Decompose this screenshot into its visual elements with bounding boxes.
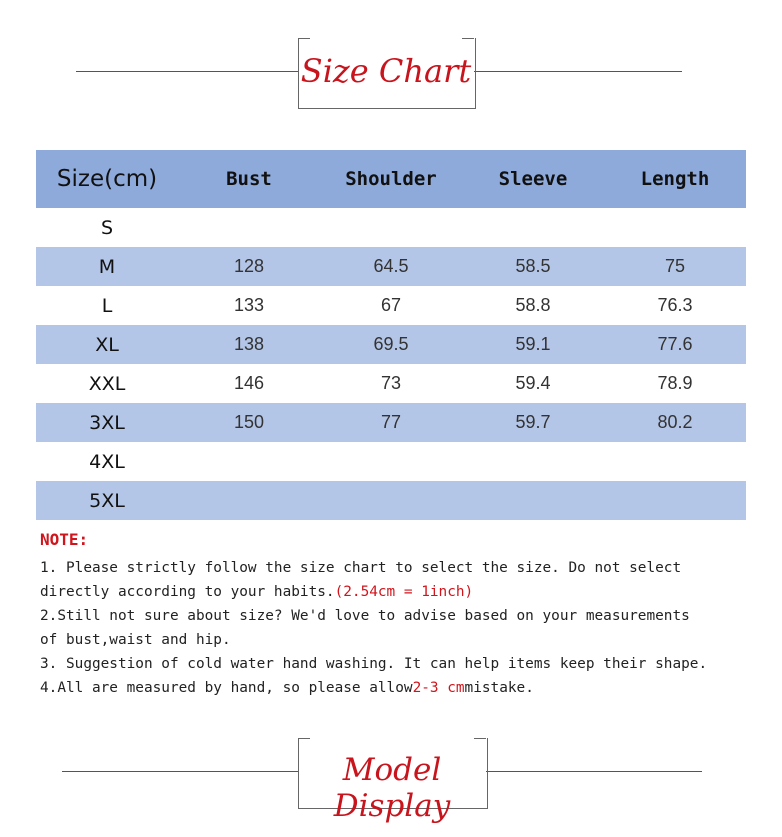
note-4 bbox=[40, 676, 760, 700]
column-header-size: Size(cm) bbox=[36, 150, 178, 208]
frame-tick-right bbox=[462, 38, 474, 39]
note-1-line-1: 1. Please strictly follow the size chart to select the size. Do not select bbox=[40, 560, 682, 576]
cell-bust bbox=[178, 208, 320, 247]
column-header-length: Length bbox=[604, 150, 746, 208]
frame-tick-right bbox=[474, 738, 486, 739]
table-header-row bbox=[36, 150, 746, 208]
cell-shoulder: 77 bbox=[320, 403, 462, 442]
size-chart-title: Size Chart bbox=[300, 52, 472, 90]
table-row bbox=[36, 325, 746, 364]
divider-line-left bbox=[62, 771, 298, 772]
size-chart-banner bbox=[0, 38, 782, 110]
cell-length: 75 bbox=[604, 247, 746, 286]
cell-sleeve: 59.4 bbox=[462, 364, 604, 403]
table-row bbox=[36, 403, 746, 442]
cell-shoulder: 64.5 bbox=[320, 247, 462, 286]
cell-bust: 133 bbox=[178, 286, 320, 325]
cell-bust bbox=[178, 442, 320, 481]
cell-length bbox=[604, 481, 746, 520]
cell-sleeve bbox=[462, 442, 604, 481]
cell-length: 76.3 bbox=[604, 286, 746, 325]
table-row bbox=[36, 286, 746, 325]
cell-shoulder bbox=[320, 481, 462, 520]
frame-tick-left bbox=[298, 38, 310, 39]
cell-bust: 128 bbox=[178, 247, 320, 286]
note-3: 3. Suggestion of cold water hand washing. It can help items keep their shape. bbox=[40, 656, 708, 672]
cell-shoulder: 73 bbox=[320, 364, 462, 403]
note-1-line-2 bbox=[40, 580, 760, 604]
cell-length: 80.2 bbox=[604, 403, 746, 442]
cell-size: XL bbox=[36, 325, 178, 364]
table-row bbox=[36, 247, 746, 286]
cell-shoulder: 69.5 bbox=[320, 325, 462, 364]
cell-size: M bbox=[36, 247, 178, 286]
cell-bust: 138 bbox=[178, 325, 320, 364]
cell-sleeve: 58.5 bbox=[462, 247, 604, 286]
cell-sleeve bbox=[462, 208, 604, 247]
cell-length: 77.6 bbox=[604, 325, 746, 364]
cell-shoulder: 67 bbox=[320, 286, 462, 325]
cell-sleeve bbox=[462, 481, 604, 520]
cell-size: 5XL bbox=[36, 481, 178, 520]
divider-line-left bbox=[76, 71, 298, 72]
note-4-tolerance: 2-3 cm bbox=[412, 680, 465, 696]
frame-tick-left bbox=[298, 738, 310, 739]
table-row bbox=[36, 481, 746, 520]
cell-sleeve: 59.1 bbox=[462, 325, 604, 364]
note-1-text: directly according to your habits. bbox=[40, 584, 335, 600]
column-header-bust: Bust bbox=[178, 150, 320, 208]
column-header-shoulder: Shoulder bbox=[320, 150, 462, 208]
cell-bust bbox=[178, 481, 320, 520]
table-row bbox=[36, 208, 746, 247]
note-4-suffix: mistake. bbox=[464, 680, 534, 696]
cell-size: 4XL bbox=[36, 442, 178, 481]
cell-shoulder bbox=[320, 208, 462, 247]
note-1-conversion: (2.54cm = 1inch) bbox=[334, 584, 474, 600]
model-display-title: Model Display bbox=[333, 752, 451, 824]
column-header-sleeve: Sleeve bbox=[462, 150, 604, 208]
table-row bbox=[36, 364, 746, 403]
note-2-line-2: of bust,waist and hip. bbox=[40, 632, 231, 648]
divider-line-right bbox=[486, 771, 702, 772]
size-table bbox=[36, 150, 746, 520]
cell-sleeve: 59.7 bbox=[462, 403, 604, 442]
cell-length bbox=[604, 442, 746, 481]
cell-bust: 150 bbox=[178, 403, 320, 442]
cell-length bbox=[604, 208, 746, 247]
cell-size: 3XL bbox=[36, 403, 178, 442]
note-title: NOTE: bbox=[40, 530, 89, 549]
cell-length: 78.9 bbox=[604, 364, 746, 403]
cell-size: S bbox=[36, 208, 178, 247]
cell-size: L bbox=[36, 286, 178, 325]
model-display-banner bbox=[0, 738, 782, 824]
cell-bust: 146 bbox=[178, 364, 320, 403]
note-2-line-1: 2.Still not sure about size? We'd love to advise based on your measurements bbox=[40, 608, 690, 624]
cell-size: XXL bbox=[36, 364, 178, 403]
divider-line-right bbox=[474, 71, 682, 72]
table-row bbox=[36, 442, 746, 481]
cell-sleeve: 58.8 bbox=[462, 286, 604, 325]
cell-shoulder bbox=[320, 442, 462, 481]
note-4-text: 4.All are measured by hand, so please allow bbox=[40, 680, 413, 696]
notes-section bbox=[40, 528, 760, 700]
